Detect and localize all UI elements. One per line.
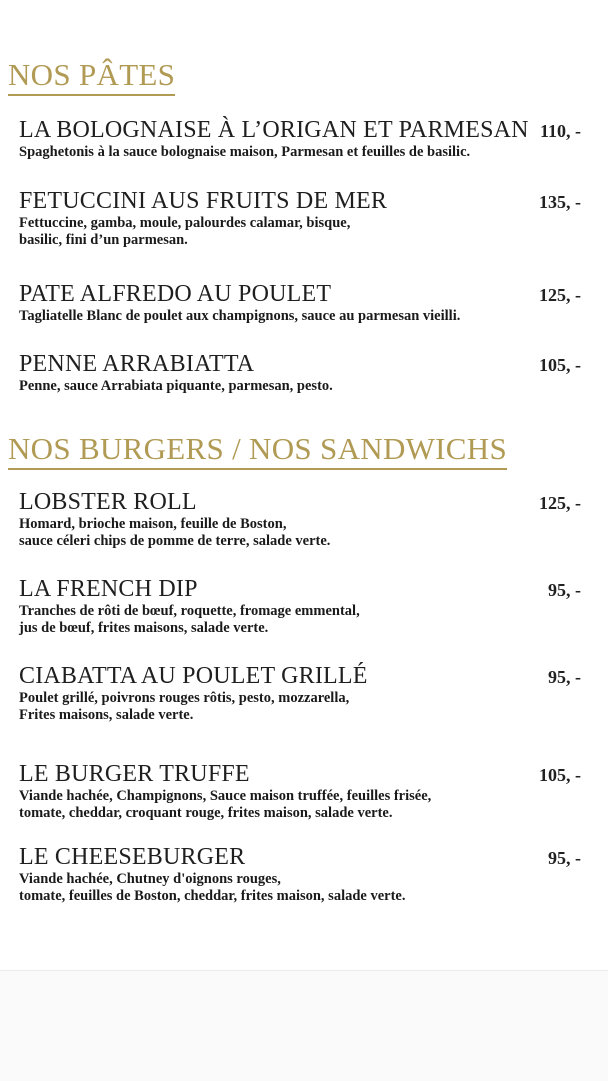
item-description: Homard, brioche maison, feuille de Boston, sauce céleri chips de pomme de terre, salade verte. xyxy=(19,516,331,549)
menu-item-fetuccini xyxy=(19,188,589,249)
item-name: PENNE ARRABIATTA xyxy=(19,351,255,377)
item-description: Spaghetonis à la sauce bolognaise maison, Parmesan et feuilles de basilic. xyxy=(19,144,471,160)
item-description: Viande hachée, Champignons, Sauce maison truffée, feuilles frisée, tomate, cheddar, croquant rouge, frites maison, salade verte. xyxy=(19,788,432,821)
item-name: LOBSTER ROLL xyxy=(19,489,197,515)
section-title-pates: NOS PÂTES xyxy=(8,59,175,96)
item-description: Tagliatelle Blanc de poulet aux champignons, sauce au parmesan vieilli. xyxy=(19,308,461,324)
menu-item-penne xyxy=(19,351,589,395)
blank-footer-area xyxy=(0,970,608,1081)
menu-item-ciabatta xyxy=(19,663,589,724)
menu-item-alfredo xyxy=(19,281,589,325)
item-price: 135, - xyxy=(539,192,581,212)
item-name: PATE ALFREDO AU POULET xyxy=(19,281,332,307)
item-description: Penne, sauce Arrabiata piquante, parmesan, pesto. xyxy=(19,378,333,394)
item-price: 95, - xyxy=(548,848,581,868)
item-price: 125, - xyxy=(539,285,581,305)
menu-item-bolognaise xyxy=(19,117,589,161)
item-price: 95, - xyxy=(548,667,581,687)
menu-item-lobster-roll xyxy=(19,489,589,550)
item-price: 105, - xyxy=(539,355,581,375)
item-price: 125, - xyxy=(539,493,581,513)
item-description: Tranches de rôti de bœuf, roquette, fromage emmental, jus de bœuf, frites maisons, salade verte. xyxy=(19,603,360,636)
item-price: 105, - xyxy=(539,765,581,785)
item-name: FETUCCINI AUS FRUITS DE MER xyxy=(19,188,388,214)
item-price: 110, - xyxy=(539,121,581,141)
menu-item-french-dip xyxy=(19,576,589,637)
item-description: Poulet grillé, poivrons rouges rôtis, pesto, mozzarella, Frites maisons, salade verte. xyxy=(19,690,350,723)
item-name: LA FRENCH DIP xyxy=(19,576,198,602)
item-description: Fettuccine, gamba, moule, palourdes calamar, bisque, basilic, fini d’un parmesan. xyxy=(19,215,351,248)
item-description: Viande hachée, Chutney d'oignons rouges, tomate, feuilles de Boston, cheddar, frites maison, salade verte. xyxy=(19,871,406,904)
item-price: 95, - xyxy=(548,580,581,600)
menu-item-burger-truffe xyxy=(19,761,589,822)
item-name: LE BURGER TRUFFE xyxy=(19,761,250,787)
menu-item-cheeseburger xyxy=(19,844,589,905)
item-name: LA BOLOGNAISE À L’ORIGAN ET PARMESAN xyxy=(19,117,529,143)
item-name: CIABATTA AU POULET GRILLÉ xyxy=(19,663,368,689)
item-name: LE CHEESEBURGER xyxy=(19,844,246,870)
section-title-burgers: NOS BURGERS / NOS SANDWICHS xyxy=(8,433,507,470)
